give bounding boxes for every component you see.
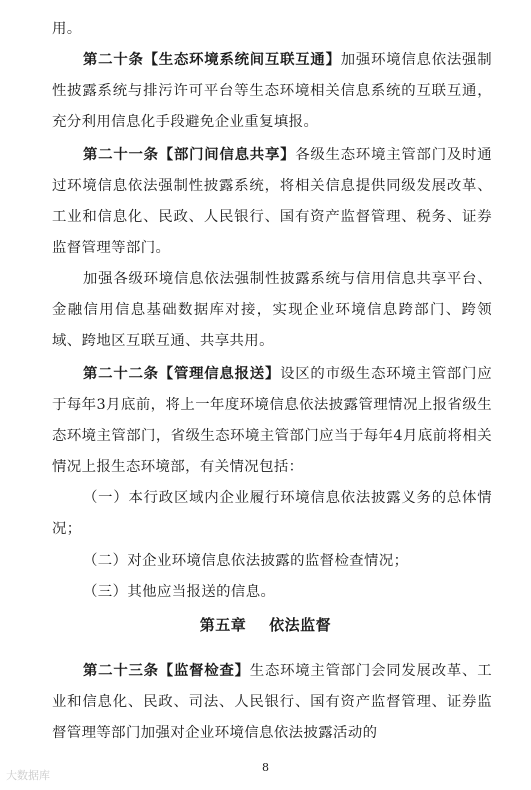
- article-20: [52, 45, 492, 138]
- watermark-logo: 大数据库: [6, 769, 50, 782]
- article-21: [52, 140, 492, 264]
- article-22-body: 设区的市级生态环境主管部门应于每年3月底前，将上一年度环境信息依法披露管理情况上报省级生态环境主管部门，省级生态环境主管部门应当于每年4月底前将相关情况上报生态环境部，有关情况包括：: [52, 366, 492, 475]
- article-21-paragraph-2-text: 加强各级环境信息依法强制性披露系统与信用信息共享平台、金融信用信息基础数据库对接，实现企业环境信息跨部门、跨领域、跨地区互联互通、共享共用。: [52, 271, 492, 349]
- article-21-paragraph-2: [52, 264, 492, 357]
- item-2-text: （二）对企业环境信息依法披露的监督检查情况；: [83, 553, 409, 569]
- chapter-heading: 第五章 依法监督: [199, 616, 332, 634]
- item-1-text: （一）本行政区域内企业履行环境信息依法披露义务的总体情况；: [52, 490, 492, 537]
- article-20-heading: 第二十条【生态环境系统间互联互通】: [83, 52, 341, 68]
- article-22-item-2: [52, 546, 492, 577]
- article-21-heading: 第二十一条【部门间信息共享】: [83, 147, 296, 163]
- page-number: 8: [262, 761, 269, 774]
- article-21-body: 各级生态环境主管部门及时通过环境信息依法强制性披露系统，将相关信息提供同级发展改革、工业和信息化、民政、人民银行、国有资产监督管理、税务、证券监督管理等部门。: [52, 147, 492, 256]
- article-22: [52, 359, 492, 483]
- article-23-heading: 第二十三条【监督检查】: [83, 663, 250, 679]
- item-3-text: （三）其他应当报送的信息。: [83, 584, 276, 600]
- paragraph-continuation: [52, 14, 492, 45]
- article-22-item-3: [52, 577, 492, 608]
- article-23: [52, 656, 492, 749]
- article-22-item-1: [52, 483, 492, 545]
- article-20-body: 加强环境信息依法强制性披露系统与排污许可平台等生态环境相关信息系统的互联互通，充分利用信息化手段避免企业重复填报。: [52, 52, 492, 130]
- article-22-heading: 第二十二条【管理信息报送】: [83, 366, 281, 382]
- article-23-body: 生态环境主管部门会同发展改革、工业和信息化、民政、司法、人民银行、国有资产监督管理、证券监督管理等部门加强对企业环境信息依法披露活动的: [52, 663, 492, 741]
- continuation-text: 用。: [52, 21, 82, 37]
